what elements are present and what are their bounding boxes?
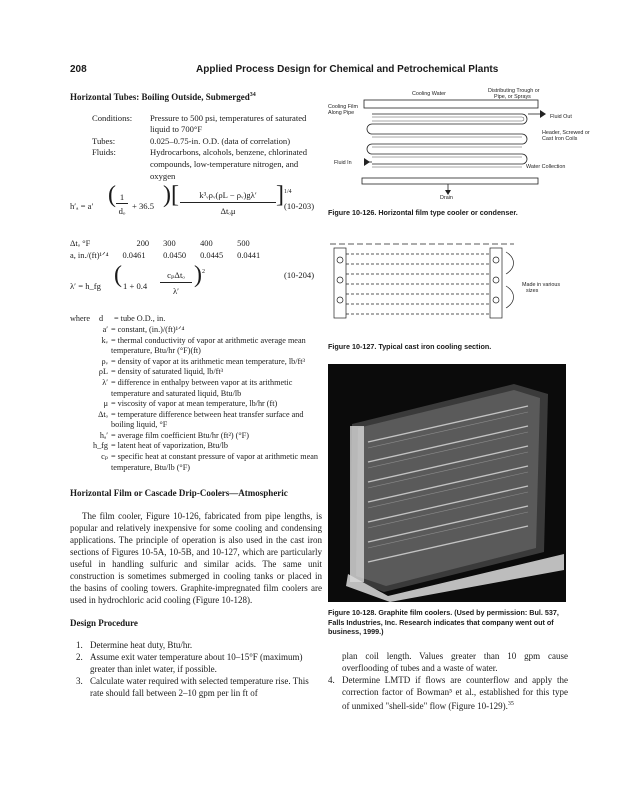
condition-row: Conditions: Pressure to 500 psi, temperatures of saturated liquid to 700°F	[92, 112, 307, 135]
figure-10-128-caption: Figure 10-128. Graphite film coolers. (Used by permission: Bul. 537, Falls Industries, Inc. Research indicates that company went out of business, 1999.)	[328, 608, 559, 636]
definition-row: hₐ′ = average film coefficient Btu/hr (ft²) (°F)	[99, 430, 249, 440]
equation-number-10-204: (10-204)	[284, 270, 315, 280]
equation-number-10-203: (10-203)	[284, 201, 315, 211]
distributing-trough	[364, 100, 538, 108]
table-header-row: Δtₒ °F 200 300 400 500	[70, 239, 250, 249]
list-item: 2. Assume exit water temperature about 10–15°F (maximum) greater than inlet water, if possible.	[76, 652, 303, 675]
condition-row: Tubes: 0.025–0.75-in. O.D. (data of correlation)	[92, 135, 291, 146]
section-title-film-coolers: Horizontal Film or Cascade Drip-Coolers—Atmospheric	[70, 488, 288, 498]
label-cooling-film: Cooling Film	[328, 104, 358, 110]
label-sizes: sizes	[526, 288, 539, 294]
label-fluid-in: Fluid In	[334, 160, 352, 166]
condition-row: Fluids: Hydrocarbons, alcohols, benzene, chlorinated compounds, low-temperature nitrogen, and oxygen	[92, 147, 308, 181]
definition-row: kᵥ = thermal conductivity of vapor at arithmetic average mean temperature, Btu/hr (°F)(ft)	[101, 335, 306, 356]
label-pipe-sprays: Pipe, or Sprays	[494, 94, 531, 100]
table-row: a, in./(ft)¹ᐟ⁴ 0.0461 0.0450 0.0445 0.0441	[70, 250, 261, 260]
section-title-design-procedure: Design Procedure	[70, 617, 138, 628]
figure-10-127-diagram	[330, 240, 566, 332]
running-title: Applied Process Design for Chemical and Petrochemical Plants	[196, 64, 499, 75]
flow-arrow-icon	[364, 110, 546, 195]
page-number: 208	[70, 64, 87, 75]
definition-row: ρL = density of saturated liquid, lb/ft³	[98, 367, 224, 377]
definition-row: where d = tube O.D., in.	[70, 314, 166, 324]
graphite-cooler-illustration	[328, 364, 566, 602]
procedure-continuation	[328, 650, 568, 712]
section-title: Horizontal Tubes: Boiling Outside, Submerged$^{34}$	[70, 92, 256, 102]
definition-row: ρᵥ = density of vapor at its arithmetic mean temperature, lb/ft³	[101, 356, 305, 366]
label-header: Header, Screwed or	[542, 130, 590, 136]
list-item: 4. Determine LMTD if flows are counterflow and apply the correction factor of Bowman⁵ et al., established for this type of unmixed "shell-side" flow (Figure 10-129).$^{35}$	[328, 675, 568, 711]
definition-row: μ = viscosity of vapor at mean temperature, lb/hr (ft)	[103, 399, 278, 409]
coil-pipe	[367, 114, 527, 164]
definition-row: λ′ = difference in enthalpy between vapor at its arithmetic temperature and saturated liquid, Btu/lb	[102, 377, 293, 398]
definition-row: Δtₒ = temperature difference between heat transfer surface and boiling liquid, °F	[98, 409, 304, 430]
label-cast-iron-coils: Cast Iron Coils	[542, 136, 578, 142]
label-distributing: Distributing Trough or	[488, 88, 540, 94]
variable-definitions	[70, 314, 322, 473]
definition-row: h_fg = latent heat of vaporization, Btu/lb	[92, 441, 228, 451]
list-item: 1. Determine heat duty, Btu/hr.	[76, 640, 193, 651]
definition-row: a′ = constant, (in.)/(ft)¹ᐟ⁴	[102, 324, 185, 334]
left-column	[70, 90, 322, 473]
label-drain: Drain	[440, 195, 453, 201]
definition-row: cₚ = specific heat at constant pressure of vapor at arithmetic mean temperature, Btu/lb (°F)	[101, 452, 318, 472]
figure-10-128-photo	[328, 364, 566, 602]
procedure-list	[70, 639, 322, 699]
body-paragraph: The film cooler, Figure 10-126, fabricated from pipe lengths, is popular and relatively inexpensive for some cooling and condensing applications. The principle of operation is also used in the cast iron sections of Figures 10-5A, 10-5B, and 10-127, which are particularly useful in handling sulfuric and similar acids. The same unit construction is sometimes submerged in cooling tanks or placed in the basins of cooling towers. Graphite-impregnated film coolers are used in hydrochloric acid cooling (Figure 10-128).	[70, 510, 322, 605]
conditions-block	[92, 113, 322, 183]
figure-10-126-caption: Figure 10-126. Horizontal film type cooler or condenser.	[328, 208, 518, 217]
constant-table	[70, 238, 274, 261]
figure-10-126-diagram	[328, 86, 590, 201]
label-made-in-various: Made in various	[522, 282, 561, 288]
equation-10-204: λ′ = h_fg ( 1 + 0.4 cₚΔtₒ λ′ ) 2	[70, 262, 205, 297]
label-cooling-water: Cooling Water	[412, 91, 446, 97]
continuation-text: plan coil length. Values greater than 10 gpm cause overflooding of tubes and a waste of water.	[342, 651, 568, 673]
figure-10-127-caption: Figure 10-127. Typical cast iron cooling section.	[328, 342, 492, 351]
label-along-pipe: Along Pipe	[328, 110, 355, 116]
equation-10-203: h′ₐ = a′ ( 1 dₒ + 36.5 ) [ k³ᵥρᵥ(ρL − ρᵥ)gλ′ Δtₒμ ] 1/4	[70, 182, 292, 217]
label-water-collection: Water Collection	[526, 164, 566, 170]
label-fluid-out: Fluid Out	[550, 114, 572, 120]
list-item: 3. Calculate water required with selected temperature rise. This rate should fall between 2–10 gpm per lin ft of	[76, 676, 309, 699]
film-cooler-section	[70, 488, 322, 699]
water-collection-trough	[362, 178, 538, 184]
